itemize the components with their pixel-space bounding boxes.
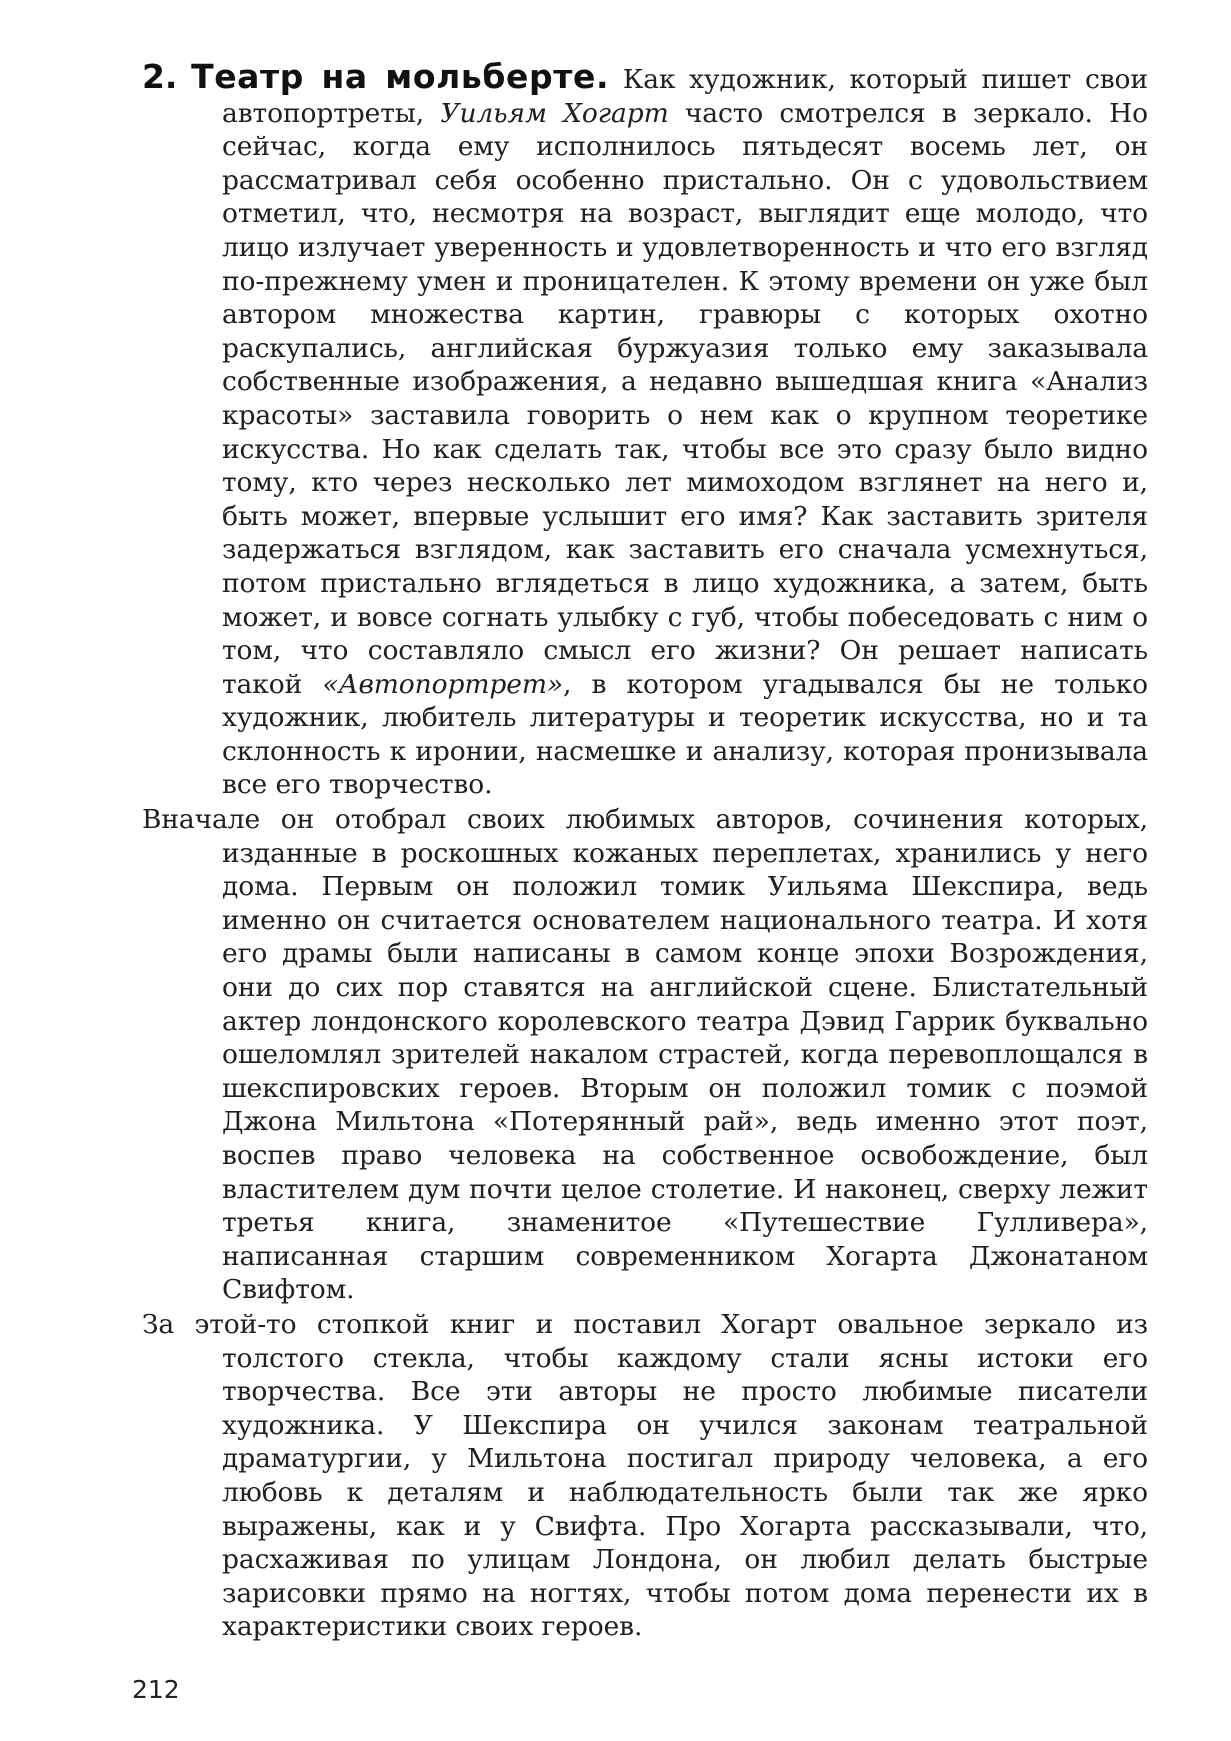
section-theatre-on-easel: [142, 57, 1149, 1645]
section-number: 2.: [142, 57, 178, 96]
paragraph-2: Вначале он отобрал своих любимых авторов, сочинения которых, изданные в роскошных кожаных переплетах, хранились у него дома. Первым он положил томик Уильяма Шекспира, ведь именно он считается основателем национального театра. И хотя его драмы были написаны в самом конце эпохи Возрождения, они до сих пор ставятся на английской сцене. Блистательный актер лондонского королевского театра Дэвид Гаррик буквально ошеломлял зрителей накалом страстей, когда перевоплощался в шекспировских героев. Вторым он положил томик с поэмой Джона Мильтона «Потерянный рай», ведь именно этот поэт, воспев право человека на собственное освобождение, был властителем дум почти целое столетие. И наконец, сверху лежит третья книга, знаменитое «Путешествие Гулливера», написанная старшим современником Хогарта Джонатаном Свифтом.: [142, 804, 1148, 1306]
page-number: 212: [132, 1675, 180, 1704]
paragraph-1-lead: Как художник, который пишет свои автопортреты,: [222, 64, 1148, 129]
section-title: Театр на мольберте.: [191, 57, 610, 96]
paragraph-1: [142, 57, 1149, 802]
work-title: «Автопортрет»: [322, 668, 563, 700]
paragraph-3: За этой-то стопкой книг и поставил Хогарт овальное зеркало из толстого стекла, чтобы каждому стали ясны истоки его творчества. Все эти авторы не просто любимые писатели художника. У Шекспира он учился законам театральной драматургии, у Мильтона постигал природу человека, а его любовь к деталям и наблюдательность были так же ярко выражены, как и у Свифта. Про Хогарта рассказывали, что, расхаживая по улицам Лондона, он любил делать быстрые зарисовки прямо на ногтях, чтобы потом дома перенести их в характеристики своих героев.: [142, 1308, 1148, 1643]
artist-name: Уильям Хогарт: [440, 97, 669, 129]
paragraph-1-end: , в котором угадывался бы не только художник, любитель литературы и теоретик искусства, но и та склонность к иронии, насмешке и анализу, которая пронизывала все его творчество.: [222, 668, 1148, 801]
paragraph-1-body: часто смотрелся в зеркало. Но сейчас, когда ему исполнилось пятьдесят восемь лет, он рассматривал себя особенно пристально. Он с удовольствием отметил, что, несмотря на возраст, выглядит еще молодо, что лицо излучает уверенность и удовлетворенность и что его взгляд по-прежнему умен и проницателен. К этому времени он уже был автором множества картин, гравюры с которых охотно раскупались, английская буржуазия только ему заказывала собственные изображения, а недавно вышедшая книга «Анализ красоты» заставила говорить о нем как о крупном теоретике искусства. Но как сделать так, чтобы все это сразу было видно тому, кто через несколько лет мимоходом взглянет на него и, быть может, впервые услышит его имя? Как заставить зрителя задержаться взглядом, как заставить его сначала усмехнуться, потом пристально вглядеться в лицо художника, а затем, быть может, и вовсе согнать улыбку с губ, чтобы побеседовать с ним о том, что составляло смысл его жизни? Он решает написать такой: [222, 97, 1149, 700]
